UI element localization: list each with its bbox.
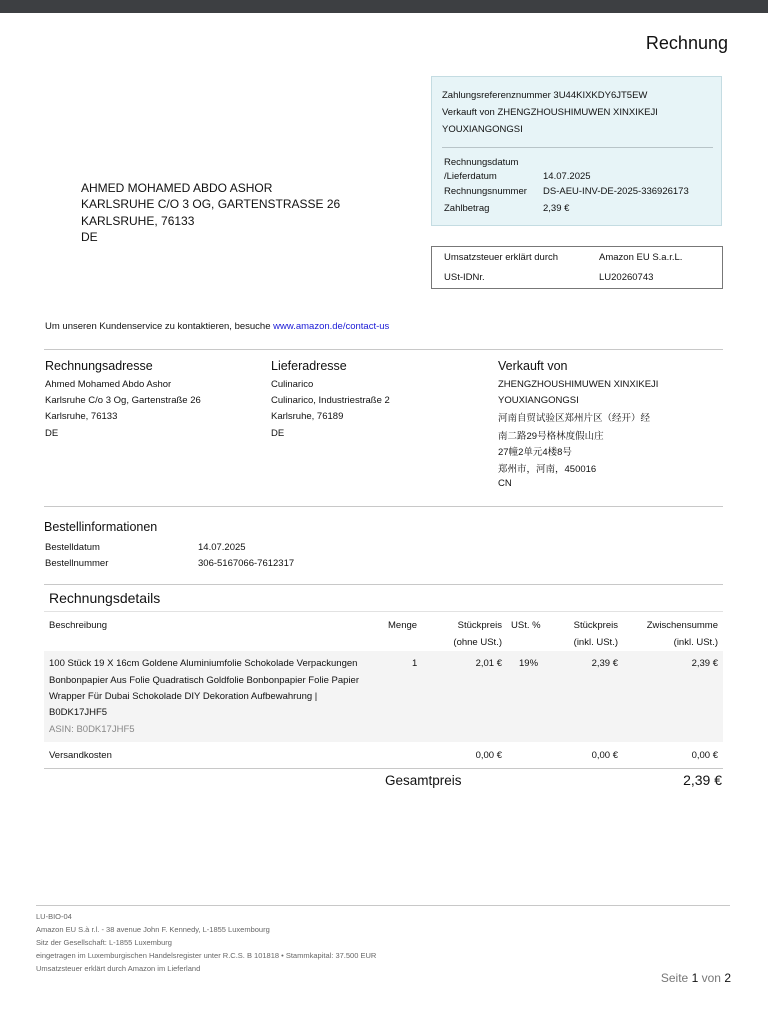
shipping-label: Versandkosten [49, 750, 112, 761]
col-unit-price-incl-note: (inkl. USt.) [573, 637, 618, 648]
shipping-unit-price: 0,00 € [475, 750, 502, 761]
item-unit-price-incl: 2,39 € [591, 658, 618, 669]
document-title: Rechnung [645, 33, 728, 53]
item-description: Wrapper Für Dubai Schokolade DIY Dekoration Aufbewahrung | [49, 691, 318, 702]
delivery-heading: Lieferadresse [271, 359, 347, 373]
col-description: Beschreibung [49, 620, 108, 631]
footer-line: Amazon EU S.à r.l. - 38 avenue John F. Kennedy, L-1855 Luxembourg [36, 925, 270, 934]
order-number-value: 306-5167066-7612317 [198, 558, 295, 569]
recipient-name: AHMED MOHAMED ABDO ASHOR [81, 181, 273, 195]
amount-due-value: 2,39 € [543, 203, 570, 214]
billing-line: Ahmed Mohamed Abdo Ashor [45, 379, 172, 390]
col-vat: USt. % [511, 620, 541, 631]
footer-line: Umsatzsteuer erklärt durch Amazon im Lieferland [36, 964, 201, 973]
delivery-line: Culinarico [271, 379, 314, 390]
recipient-street: KARLSRUHE C/O 3 OG, GARTENSTRASSE 26 [81, 197, 341, 211]
billing-heading: Rechnungsadresse [45, 359, 153, 373]
delivery-line: DE [271, 428, 285, 439]
order-date-label: Bestelldatum [45, 542, 100, 553]
item-description: B0DK17JHF5 [49, 707, 108, 718]
footer-line: eingetragen im Luxemburgischen Handelsregister unter R.C.S. B 101818 • Stammkapital: 37.500 EUR [36, 951, 377, 960]
seller-line: 南二路29号格林度假山庄 [498, 431, 604, 442]
divider [44, 349, 723, 350]
billing-line: Karlsruhe, 76133 [45, 411, 118, 422]
col-unit-price-note: (ohne USt.) [453, 637, 502, 648]
details-heading: Rechnungsdetails [49, 590, 161, 606]
recipient-city: KARLSRUHE, 76133 [81, 214, 195, 228]
page-total: 2 [724, 971, 731, 985]
vat-id-label: USt-IDNr. [444, 272, 485, 283]
amount-due-label: Zahlbetrag [444, 203, 490, 214]
item-vat: 19% [519, 658, 539, 669]
col-quantity: Menge [388, 620, 418, 631]
contact-link[interactable]: www.amazon.de/contact-us [273, 321, 390, 332]
divider [44, 506, 723, 507]
sold-by-line: Verkauft von ZHENGZHOUSHIMUWEN XINXIKEJI [442, 107, 658, 118]
billing-line: Karlsruhe C/o 3 Og, Gartenstraße 26 [45, 395, 201, 406]
shipping-unit-price-incl: 0,00 € [591, 750, 618, 761]
vat-declared-value: Amazon EU S.a.r.L. [599, 252, 683, 263]
seller-line: YOUXIANGONGSI [498, 395, 579, 406]
item-subtotal: 2,39 € [691, 658, 718, 669]
delivery-line: Culinarico, Industriestraße 2 [271, 395, 390, 406]
seller-line: ZHENGZHOUSHIMUWEN XINXIKEJI [498, 379, 659, 390]
footer-line: LU-BIO-04 [36, 912, 72, 921]
delivery-date-label: /Lieferdatum [444, 171, 497, 182]
order-number-label: Bestellnummer [45, 558, 109, 569]
col-unit-price: Stückpreis [457, 620, 502, 631]
divider [44, 611, 723, 612]
order-date-value: 14.07.2025 [198, 542, 246, 553]
recipient-country: DE [81, 230, 98, 244]
page-indicator [661, 971, 731, 985]
billing-line: DE [45, 428, 59, 439]
page-current: 1 [691, 971, 699, 985]
col-subtotal: Zwischensumme [646, 620, 718, 631]
invoice-number-label: Rechnungsnummer [444, 186, 527, 197]
invoice-date-value: 14.07.2025 [543, 171, 591, 182]
footer-line: Sitz der Gesellschaft: L-1855 Luxemburg [36, 938, 172, 947]
total-label: Gesamtpreis [385, 773, 462, 788]
invoice-number-value: DS-AEU-INV-DE-2025-336926173 [543, 186, 689, 197]
seller-line: 郑州市，河南，450016 [498, 464, 597, 475]
vat-declared-label: Umsatzsteuer erklärt durch [444, 252, 559, 263]
invoice-date-label: Rechnungsdatum [444, 157, 519, 168]
col-subtotal-note: (inkl. USt.) [673, 637, 718, 648]
item-unit-price: 2,01 € [475, 658, 502, 669]
divider [44, 768, 723, 769]
footer-divider [36, 905, 730, 906]
page-middle: von [701, 971, 721, 985]
top-bar [0, 0, 768, 13]
payment-info-box [431, 76, 722, 226]
shipping-subtotal: 0,00 € [691, 750, 718, 761]
page-prefix: Seite [660, 971, 689, 985]
item-quantity: 1 [412, 658, 418, 669]
vat-id-value: LU20260743 [599, 272, 654, 283]
item-asin: ASIN: B0DK17JHF5 [49, 724, 135, 735]
info-divider [442, 147, 713, 148]
divider [44, 584, 723, 585]
order-info-heading: Bestellinformationen [44, 520, 158, 534]
seller-heading: Verkauft von [498, 359, 568, 373]
vat-info-box [431, 246, 723, 289]
payment-reference: Zahlungsreferenznummer 3U44KIXKDY6JT5EW [442, 90, 648, 101]
contact-line [45, 321, 389, 332]
contact-text: Um unseren Kundenservice zu kontaktieren, besuche [45, 321, 274, 332]
seller-line: 河南自贸试验区郑州片区（经开）经 [498, 413, 651, 424]
col-unit-price-incl: Stückpreis [573, 620, 618, 631]
item-description: 100 Stück 19 X 16cm Goldene Aluminiumfolie Schokolade Verpackungen [49, 658, 358, 669]
total-value: 2,39 € [683, 772, 722, 788]
delivery-line: Karlsruhe, 76189 [271, 411, 344, 422]
item-description: Bonbonpapier Aus Folie Quadratisch Goldfolie Bonbonpapier Folie Papier [49, 675, 360, 686]
sold-by-line-2: YOUXIANGONGSI [442, 124, 523, 135]
seller-line: CN [498, 478, 512, 489]
seller-line: 27幢2单元4楼8号 [498, 447, 572, 458]
